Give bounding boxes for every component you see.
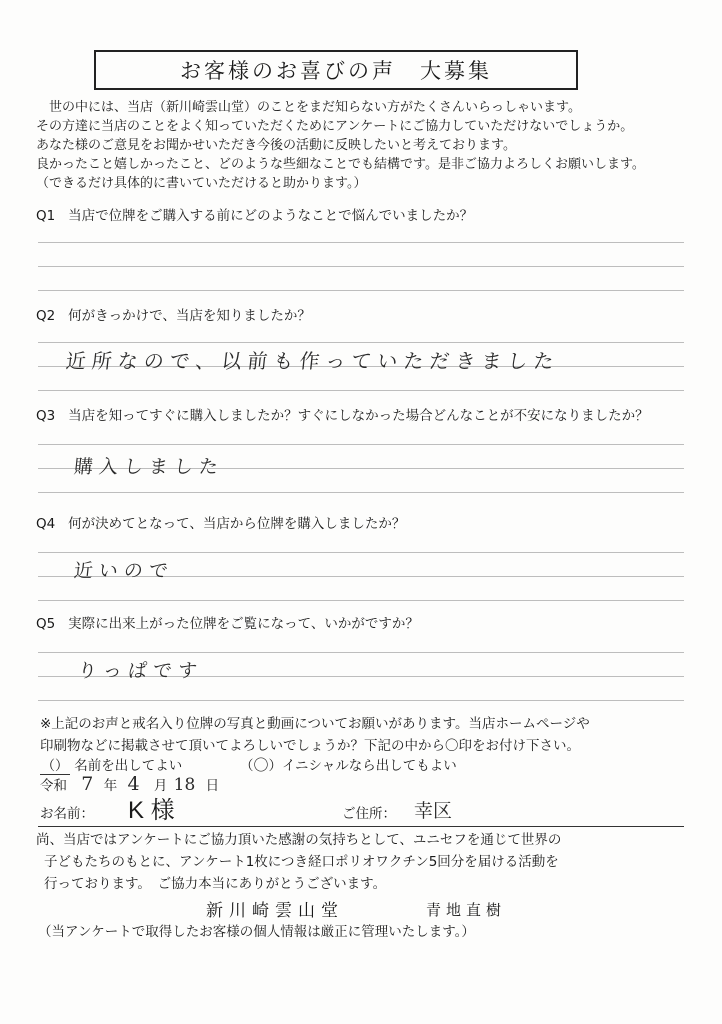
answer-line [38, 552, 684, 553]
answer-line [38, 600, 684, 601]
answer-2: 近所なので、以前も作っていただきました [64, 349, 561, 373]
date-year-unit: 年 [103, 778, 118, 794]
question-text: 実際に出来上がった位牌をご覧になって、いかがですか？ [68, 616, 419, 632]
question-2 [36, 304, 311, 324]
answer-4: 近いので [72, 560, 176, 582]
date-month: 4 [127, 773, 140, 795]
answer-line [38, 390, 684, 391]
consent-option-name[interactable]: （） 名前を出してよい [40, 754, 182, 775]
answer-line [38, 242, 684, 243]
answer-3: 購入しました [72, 456, 226, 478]
intro-line: その方達に当店のことをよく知っていただくためにアンケートにご協力していただけないでしょうか。 [36, 119, 634, 134]
shop-name: 新川崎雲山堂 [206, 901, 344, 921]
answer-line [38, 652, 684, 653]
intro-line: （できるだけ具体的に書いていただけると助かります。） [36, 176, 367, 191]
option-mark: 〇 [253, 756, 269, 774]
question-label: Q2 [36, 308, 56, 324]
option-label: イニシャルなら出してもよい [282, 758, 457, 774]
privacy-note: （当アンケートで取得したお客様の個人情報は厳正に管理いたします。） [38, 924, 475, 940]
customer-address: 幸区 [414, 800, 453, 822]
answer-line [38, 492, 684, 493]
consent-option-initials[interactable]: （〇）イニシャルなら出してもよい [240, 756, 457, 774]
page-title: お客様のお喜びの声 大募集 [94, 50, 578, 90]
footer-line: 尚、当店ではアンケートにご協力頂いた感謝の気持ちとして、ユニセフを通じて世界の [36, 832, 562, 848]
address-label: ご住所： [342, 806, 396, 822]
name-label: お名前： [40, 806, 94, 822]
consent-line: 印刷物などに掲載させて頂いてよろしいでしょうか？下記の中から〇印をお付け下さい。 [40, 738, 580, 754]
question-1 [36, 204, 473, 224]
date-day-unit: 日 [205, 778, 220, 794]
footer-line: 子どもたちのもとに、アンケート1枚につき経口ポリオワクチン5回分を届ける活動を [44, 854, 559, 870]
intro-line: 世の中には、当店（新川崎雲山堂）のことをまだ知らない方がたくさんいらっしゃいます。 [49, 100, 581, 115]
consent-line: ※上記のお声と戒名入り位牌の写真と動画についてお願いがあります。当店ホームページや [40, 716, 590, 732]
question-text: 何が決めてとなって、当店から位牌を購入しましたか？ [68, 516, 406, 532]
answer-line [38, 700, 684, 701]
footer-line: 行っております。 ご協力本当にありがとうございます。 [44, 876, 387, 892]
question-4 [36, 512, 405, 532]
question-label: Q3 [36, 408, 56, 424]
question-text: 何がきっかけで、当店を知りましたか？ [68, 308, 311, 324]
date-month-unit: 月 [153, 778, 168, 794]
date-year: 7 [81, 773, 94, 795]
intro-line: 良かったこと嬉しかったこと、どのような些細なことでも結構です。是非ご協力よろしくお願いします。 [36, 157, 645, 172]
answer-line [38, 290, 684, 291]
question-3 [36, 404, 649, 424]
date-era: 令和 [40, 778, 67, 794]
intro-text [36, 98, 716, 193]
owner-name: 青地直樹 [426, 901, 507, 919]
question-text: 当店で位牌をご購入する前にどのようなことで悩んでいましたか？ [68, 208, 474, 224]
intro-line: あなた様のご意見をお聞かせいただき今後の活動に反映したいと考えております。 [36, 138, 516, 153]
question-label: Q5 [36, 616, 56, 632]
name-divider [38, 826, 684, 827]
date-day: 18 [173, 775, 196, 795]
question-label: Q4 [36, 516, 56, 532]
answer-line [38, 444, 684, 445]
question-5 [36, 612, 419, 632]
answer-line [38, 266, 684, 267]
question-label: Q1 [36, 208, 56, 224]
question-text: 当店を知ってすぐに購入しましたか？すぐにしなかった場合どんなことが不安になりましたか？ [68, 408, 649, 424]
customer-name: K 様 [128, 797, 175, 824]
option-label: 名前を出してよい [74, 758, 183, 774]
footer-text [36, 829, 561, 895]
answer-line [38, 342, 684, 343]
answer-5: りっぱです [76, 660, 205, 682]
